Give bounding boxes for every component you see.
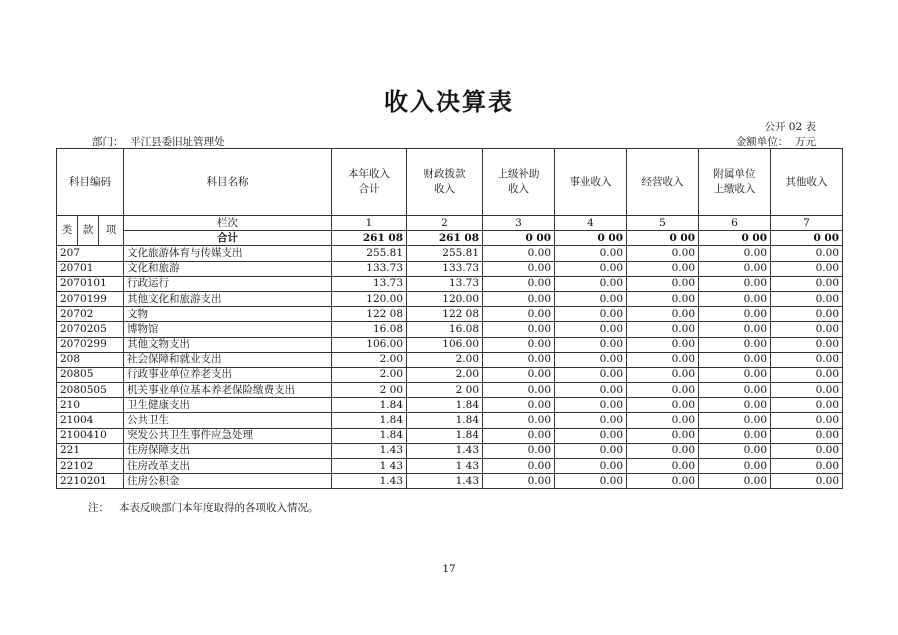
income-table <box>56 148 843 489</box>
column-number: 4 <box>555 216 627 231</box>
amount-cell: 0.00 <box>627 276 699 291</box>
amount-cell: 0.00 <box>627 459 699 474</box>
amount-cell: 1.84 <box>407 398 483 413</box>
amount-cell: 0.00 <box>555 459 627 474</box>
amount-cell: 0.00 <box>555 307 627 322</box>
subject-code: 210 <box>57 398 124 413</box>
amount-cell: 0.00 <box>555 474 627 489</box>
header-row <box>57 149 843 216</box>
amount-cell: 0.00 <box>771 337 843 352</box>
table-row <box>57 413 843 428</box>
amount-cell: 0.00 <box>627 398 699 413</box>
column-number-row <box>57 216 843 231</box>
subject-code: 2210201 <box>57 474 124 489</box>
total-cell: 0 00 <box>555 231 627 246</box>
subject-name: 机关事业单位基本养老保险缴费支出 <box>124 383 332 398</box>
amount-cell: 106.00 <box>332 337 407 352</box>
amount-cell: 0.00 <box>699 307 771 322</box>
amount-cell: 122 08 <box>407 307 483 322</box>
amount-cell: 16.08 <box>407 322 483 337</box>
amount-cell: 0.00 <box>483 474 555 489</box>
header-kuan: 款 <box>78 216 99 246</box>
amount-cell: 0.00 <box>771 367 843 382</box>
amount-cell: 0.00 <box>699 352 771 367</box>
amount-cell: 2.00 <box>407 367 483 382</box>
department-name: 平江县委旧址管理处 <box>130 136 225 148</box>
header-lei: 类 <box>57 216 78 246</box>
header-business: 事业收入 <box>555 149 627 216</box>
amount-cell: 122 08 <box>332 307 407 322</box>
amount-cell: 0.00 <box>555 398 627 413</box>
table-row <box>57 428 843 443</box>
column-number: 6 <box>699 216 771 231</box>
amount-cell: 120.00 <box>332 291 407 306</box>
table-row <box>57 474 843 489</box>
amount-cell: 0.00 <box>771 474 843 489</box>
amount-cell: 0.00 <box>771 322 843 337</box>
subject-name: 文化和旅游 <box>124 261 332 276</box>
subject-code: 2070199 <box>57 291 124 306</box>
total-cell: 261 08 <box>332 231 407 246</box>
amount-cell: 0.00 <box>771 398 843 413</box>
amount-cell: 0.00 <box>699 428 771 443</box>
subject-name: 卫生健康支出 <box>124 398 332 413</box>
amount-cell: 0.00 <box>483 398 555 413</box>
amount-cell: 0.00 <box>771 291 843 306</box>
amount-cell: 2.00 <box>407 352 483 367</box>
amount-cell: 255.81 <box>407 246 483 261</box>
amount-cell: 0.00 <box>483 459 555 474</box>
amount-cell: 13.73 <box>407 276 483 291</box>
subject-name: 住房保障支出 <box>124 443 332 458</box>
amount-cell: 0.00 <box>771 428 843 443</box>
amount-cell: 0.00 <box>771 261 843 276</box>
amount-cell: 0.00 <box>771 276 843 291</box>
header-affiliated: 附属单位 上缴收入 <box>699 149 771 216</box>
amount-cell: 0.00 <box>555 413 627 428</box>
amount-cell: 0.00 <box>699 291 771 306</box>
subject-name: 文物 <box>124 307 332 322</box>
amount-cell: 0.00 <box>483 383 555 398</box>
amount-cell: 0.00 <box>771 352 843 367</box>
amount-cell: 0.00 <box>771 459 843 474</box>
subject-name: 社会保障和就业支出 <box>124 352 332 367</box>
subject-code: 2080505 <box>57 383 124 398</box>
footnote <box>88 500 319 515</box>
amount-cell: 0.00 <box>483 291 555 306</box>
total-row <box>57 231 843 246</box>
table-row <box>57 367 843 382</box>
header-total: 本年收入 合计 <box>332 149 407 216</box>
amount-cell: 0.00 <box>483 443 555 458</box>
total-cell: 0 00 <box>483 231 555 246</box>
table-row <box>57 352 843 367</box>
header-xiang: 项 <box>99 216 124 246</box>
amount-cell: 0.00 <box>555 337 627 352</box>
amount-cell: 0.00 <box>699 398 771 413</box>
subject-code: 207 <box>57 246 124 261</box>
amount-cell: 0.00 <box>771 307 843 322</box>
subject-code: 20701 <box>57 261 124 276</box>
subject-code: 20805 <box>57 367 124 382</box>
amount-cell: 1.84 <box>332 398 407 413</box>
subject-code: 2070299 <box>57 337 124 352</box>
amount-cell: 106.00 <box>407 337 483 352</box>
amount-cell: 0.00 <box>699 413 771 428</box>
column-number: 2 <box>407 216 483 231</box>
amount-cell: 0.00 <box>627 367 699 382</box>
unit-line <box>736 134 816 149</box>
subject-name: 住房公积金 <box>124 474 332 489</box>
amount-cell: 0.00 <box>771 443 843 458</box>
subject-code: 20702 <box>57 307 124 322</box>
amount-cell: 0.00 <box>627 352 699 367</box>
amount-cell: 0.00 <box>771 413 843 428</box>
amount-cell: 0.00 <box>483 307 555 322</box>
subject-name: 突发公共卫生事件应急处理 <box>124 428 332 443</box>
amount-cell: 0.00 <box>483 367 555 382</box>
amount-cell: 0.00 <box>555 352 627 367</box>
amount-cell: 0.00 <box>627 413 699 428</box>
subject-code: 208 <box>57 352 124 367</box>
column-number: 5 <box>627 216 699 231</box>
amount-cell: 0.00 <box>699 337 771 352</box>
subject-name: 其他文物支出 <box>124 337 332 352</box>
subject-name: 博物馆 <box>124 322 332 337</box>
amount-cell: 1.43 <box>407 443 483 458</box>
note-label: 注： <box>88 502 109 514</box>
amount-cell: 1.84 <box>407 413 483 428</box>
amount-cell: 2 00 <box>407 383 483 398</box>
header-name: 科目名称 <box>124 149 332 216</box>
amount-cell: 255.81 <box>332 246 407 261</box>
amount-cell: 2.00 <box>332 367 407 382</box>
amount-cell: 120.00 <box>407 291 483 306</box>
subject-code: 2070205 <box>57 322 124 337</box>
amount-cell: 2 00 <box>332 383 407 398</box>
amount-cell: 0.00 <box>555 261 627 276</box>
note-text: 本表反映部门本年度取得的各项收入情况。 <box>119 502 319 514</box>
column-label: 栏次 <box>124 216 332 231</box>
column-number: 1 <box>332 216 407 231</box>
subject-name: 行政事业单位养老支出 <box>124 367 332 382</box>
form-number: 公开 02 表 <box>764 121 816 133</box>
amount-cell: 133.73 <box>407 261 483 276</box>
amount-cell: 0.00 <box>483 352 555 367</box>
amount-cell: 1 43 <box>332 459 407 474</box>
subject-name: 行政运行 <box>124 276 332 291</box>
amount-cell: 0.00 <box>483 337 555 352</box>
amount-cell: 0.00 <box>699 443 771 458</box>
amount-cell: 2.00 <box>332 352 407 367</box>
amount-cell: 133.73 <box>332 261 407 276</box>
subject-code: 2070101 <box>57 276 124 291</box>
amount-cell: 0.00 <box>699 322 771 337</box>
amount-cell: 0.00 <box>555 291 627 306</box>
table-row <box>57 383 843 398</box>
amount-cell: 1.84 <box>407 428 483 443</box>
total-cell: 261 08 <box>407 231 483 246</box>
amount-cell: 1.43 <box>332 443 407 458</box>
table-row <box>57 276 843 291</box>
amount-cell: 0.00 <box>627 246 699 261</box>
unit-value: 万元 <box>795 136 816 148</box>
amount-cell: 13.73 <box>332 276 407 291</box>
subject-name: 住房改革支出 <box>124 459 332 474</box>
amount-cell: 1.84 <box>332 428 407 443</box>
table-row <box>57 261 843 276</box>
table-row <box>57 291 843 306</box>
amount-cell: 0.00 <box>555 367 627 382</box>
amount-cell: 0.00 <box>699 367 771 382</box>
amount-cell: 0.00 <box>699 383 771 398</box>
page-number: 17 <box>442 563 456 575</box>
amount-cell: 16.08 <box>332 322 407 337</box>
subject-name: 公共卫生 <box>124 413 332 428</box>
amount-cell: 0.00 <box>555 428 627 443</box>
page-title: 收入决算表 <box>384 88 514 116</box>
amount-cell: 0.00 <box>483 261 555 276</box>
amount-cell: 0.00 <box>627 261 699 276</box>
subject-code: 221 <box>57 443 124 458</box>
subject-name: 其他文化和旅游支出 <box>124 291 332 306</box>
amount-cell: 0.00 <box>699 276 771 291</box>
total-cell: 0 00 <box>627 231 699 246</box>
amount-cell: 0.00 <box>771 246 843 261</box>
amount-cell: 0.00 <box>555 443 627 458</box>
department-line <box>92 134 225 149</box>
total-label: 合计 <box>124 231 332 246</box>
header-operating: 经营收入 <box>627 149 699 216</box>
amount-cell: 0.00 <box>483 428 555 443</box>
subject-code: 2100410 <box>57 428 124 443</box>
amount-cell: 1.43 <box>407 474 483 489</box>
column-number: 7 <box>771 216 843 231</box>
table-row <box>57 246 843 261</box>
subject-code: 21004 <box>57 413 124 428</box>
table-row <box>57 322 843 337</box>
amount-cell: 0.00 <box>483 276 555 291</box>
amount-cell: 1 43 <box>407 459 483 474</box>
amount-cell: 0.00 <box>699 474 771 489</box>
amount-cell: 0.00 <box>483 413 555 428</box>
amount-cell: 0.00 <box>699 459 771 474</box>
amount-cell: 0.00 <box>483 246 555 261</box>
header-fiscal: 财政拨款 收入 <box>407 149 483 216</box>
amount-cell: 0.00 <box>699 246 771 261</box>
amount-cell: 0.00 <box>627 428 699 443</box>
unit-label: 金额单位： <box>735 136 789 148</box>
table-row <box>57 398 843 413</box>
amount-cell: 0.00 <box>627 474 699 489</box>
amount-cell: 0.00 <box>627 337 699 352</box>
amount-cell: 0.00 <box>627 383 699 398</box>
amount-cell: 0.00 <box>699 261 771 276</box>
subject-code: 22102 <box>57 459 124 474</box>
amount-cell: 0.00 <box>555 246 627 261</box>
table-row <box>57 307 843 322</box>
amount-cell: 0.00 <box>555 383 627 398</box>
header-code: 科目编码 <box>57 149 124 216</box>
amount-cell: 1.84 <box>332 413 407 428</box>
amount-cell: 0.00 <box>627 443 699 458</box>
table-row <box>57 337 843 352</box>
header-subsidy: 上级补助 收入 <box>483 149 555 216</box>
total-cell: 0 00 <box>771 231 843 246</box>
amount-cell: 0.00 <box>555 322 627 337</box>
department-label: 部门： <box>92 136 124 148</box>
table-row <box>57 443 843 458</box>
amount-cell: 0.00 <box>555 276 627 291</box>
table-row <box>57 459 843 474</box>
amount-cell: 0.00 <box>483 322 555 337</box>
amount-cell: 0.00 <box>627 307 699 322</box>
total-cell: 0 00 <box>699 231 771 246</box>
column-number: 3 <box>483 216 555 231</box>
amount-cell: 0.00 <box>771 383 843 398</box>
amount-cell: 1.43 <box>332 474 407 489</box>
amount-cell: 0.00 <box>627 291 699 306</box>
header-other: 其他收入 <box>771 149 843 216</box>
subject-name: 文化旅游体育与传媒支出 <box>124 246 332 261</box>
amount-cell: 0.00 <box>627 322 699 337</box>
